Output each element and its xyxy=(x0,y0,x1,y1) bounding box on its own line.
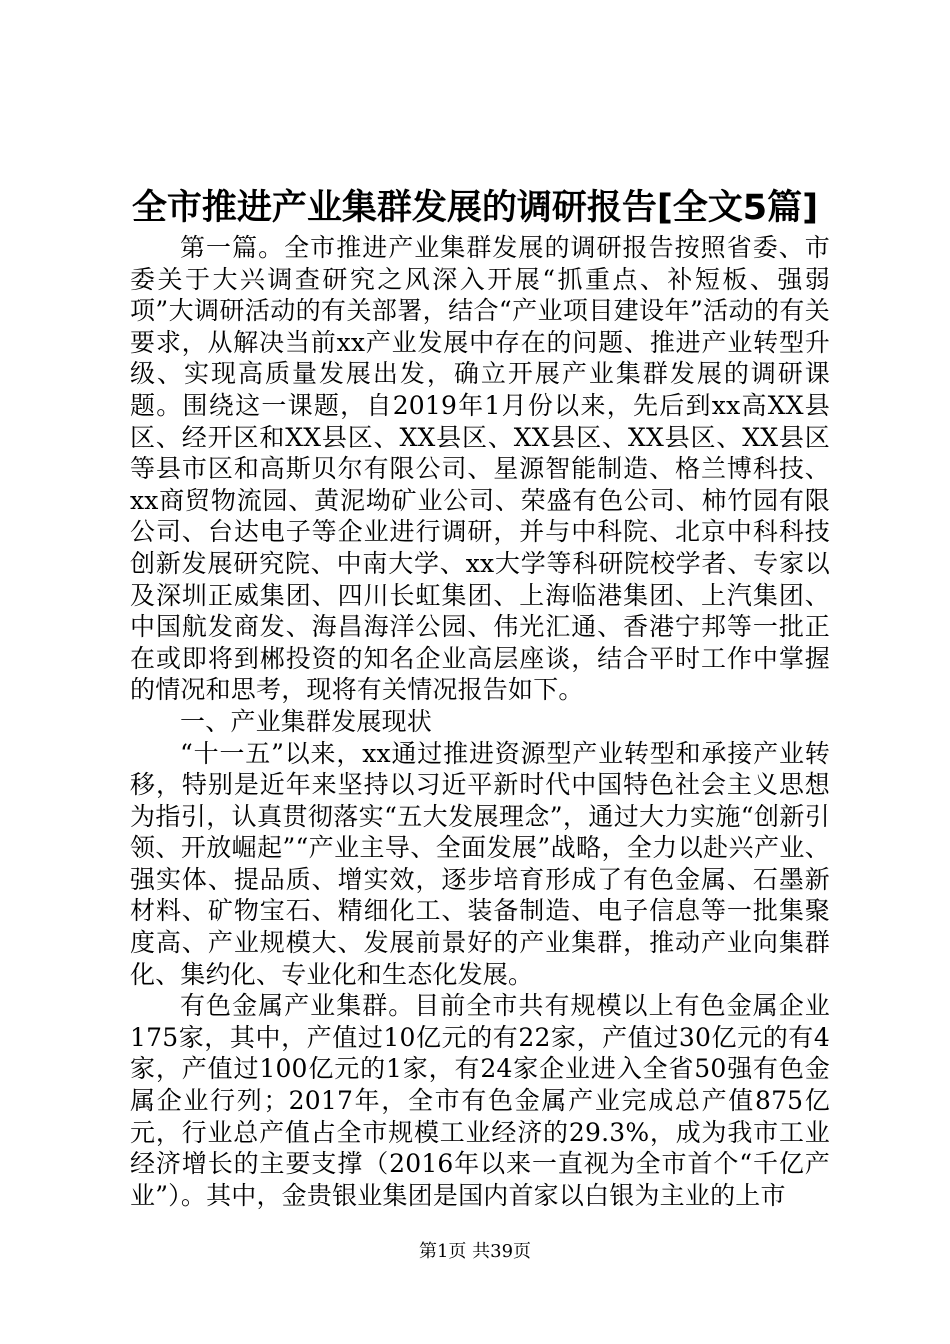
paragraph-status: “十一五”以来，xx通过推进资源型产业转型和承接产业转移，特别是近年来坚持以习近平新时代中国特色社会主义思想为指引，认真贯彻落实“五大发展理念”，通过大力实施“创新引领、开放崛起”“产业主导、全面发展”战略，全力以赴兴产业、强实体、提品质、增实效，逐步培育形成了有色金属、石墨新材料、矿物宝石、精细化工、装备制造、电子信息等一批集聚度高、产业规模大、发展前景好的产业集群，推动产业向集群化、集约化、专业化和生态化发展。 xyxy=(130,738,830,989)
paragraph-intro: 第一篇。全市推进产业集群发展的调研报告按照省委、市委关于大兴调查研究之风深入开展“抓重点、补短板、强弱项”大调研活动的有关部署，结合“产业项目建设年”活动的有关要求，从解决当前xx产业发展中存在的问题、推进产业转型升级、实现高质量发展出发，确立开展产业集群发展的调研课题。围绕这一课题，自2019年1月份以来，先后到xx高XX县区、经开区和XX县区、XX县区、XX县区、XX县区、XX县区等县市区和高斯贝尔有限公司、星源智能制造、格兰博科技、xx商贸物流园、黄泥坳矿业公司、荣盛有色公司、柿竹园有限公司、台达电子等企业进行调研，并与中科院、北京中科科技创新发展研究院、中南大学、xx大学等科研院校学者、专家以及深圳正威集团、四川长虹集团、上海临港集团、上汽集团、中国航发商发、海昌海洋公园、伟光汇通、香港宁邦等一批正在或即将到郴投资的知名企业高层座谈，结合平时工作中掌握的情况和思考，现将有关情况报告如下。 xyxy=(130,233,830,705)
section-heading: 一、产业集群发展现状 xyxy=(180,706,433,736)
paragraph-nonferrous: 有色金属产业集群。目前全市共有规模以上有色金属企业175家，其中，产值过10亿元的有22家，产值过30亿元的有4家，产值过100亿元的1家，有24家企业进入全省50强有色金属企业行列；2017年，全市有色金属产业完成总产值875亿元，行业总产值占全市规模工业经济的29.3%，成为我市工业经济增长的主要支撑（2016年以来一直视为全市首个“千亿产业”）。其中，金贵银业集团是国内首家以白银为主业的上市 xyxy=(130,991,830,1210)
document-title: 全市推进产业集群发展的调研报告[全文5篇] xyxy=(131,188,819,228)
page-footer: 第1页 共39页 xyxy=(418,1241,532,1262)
document-body xyxy=(130,232,830,1211)
